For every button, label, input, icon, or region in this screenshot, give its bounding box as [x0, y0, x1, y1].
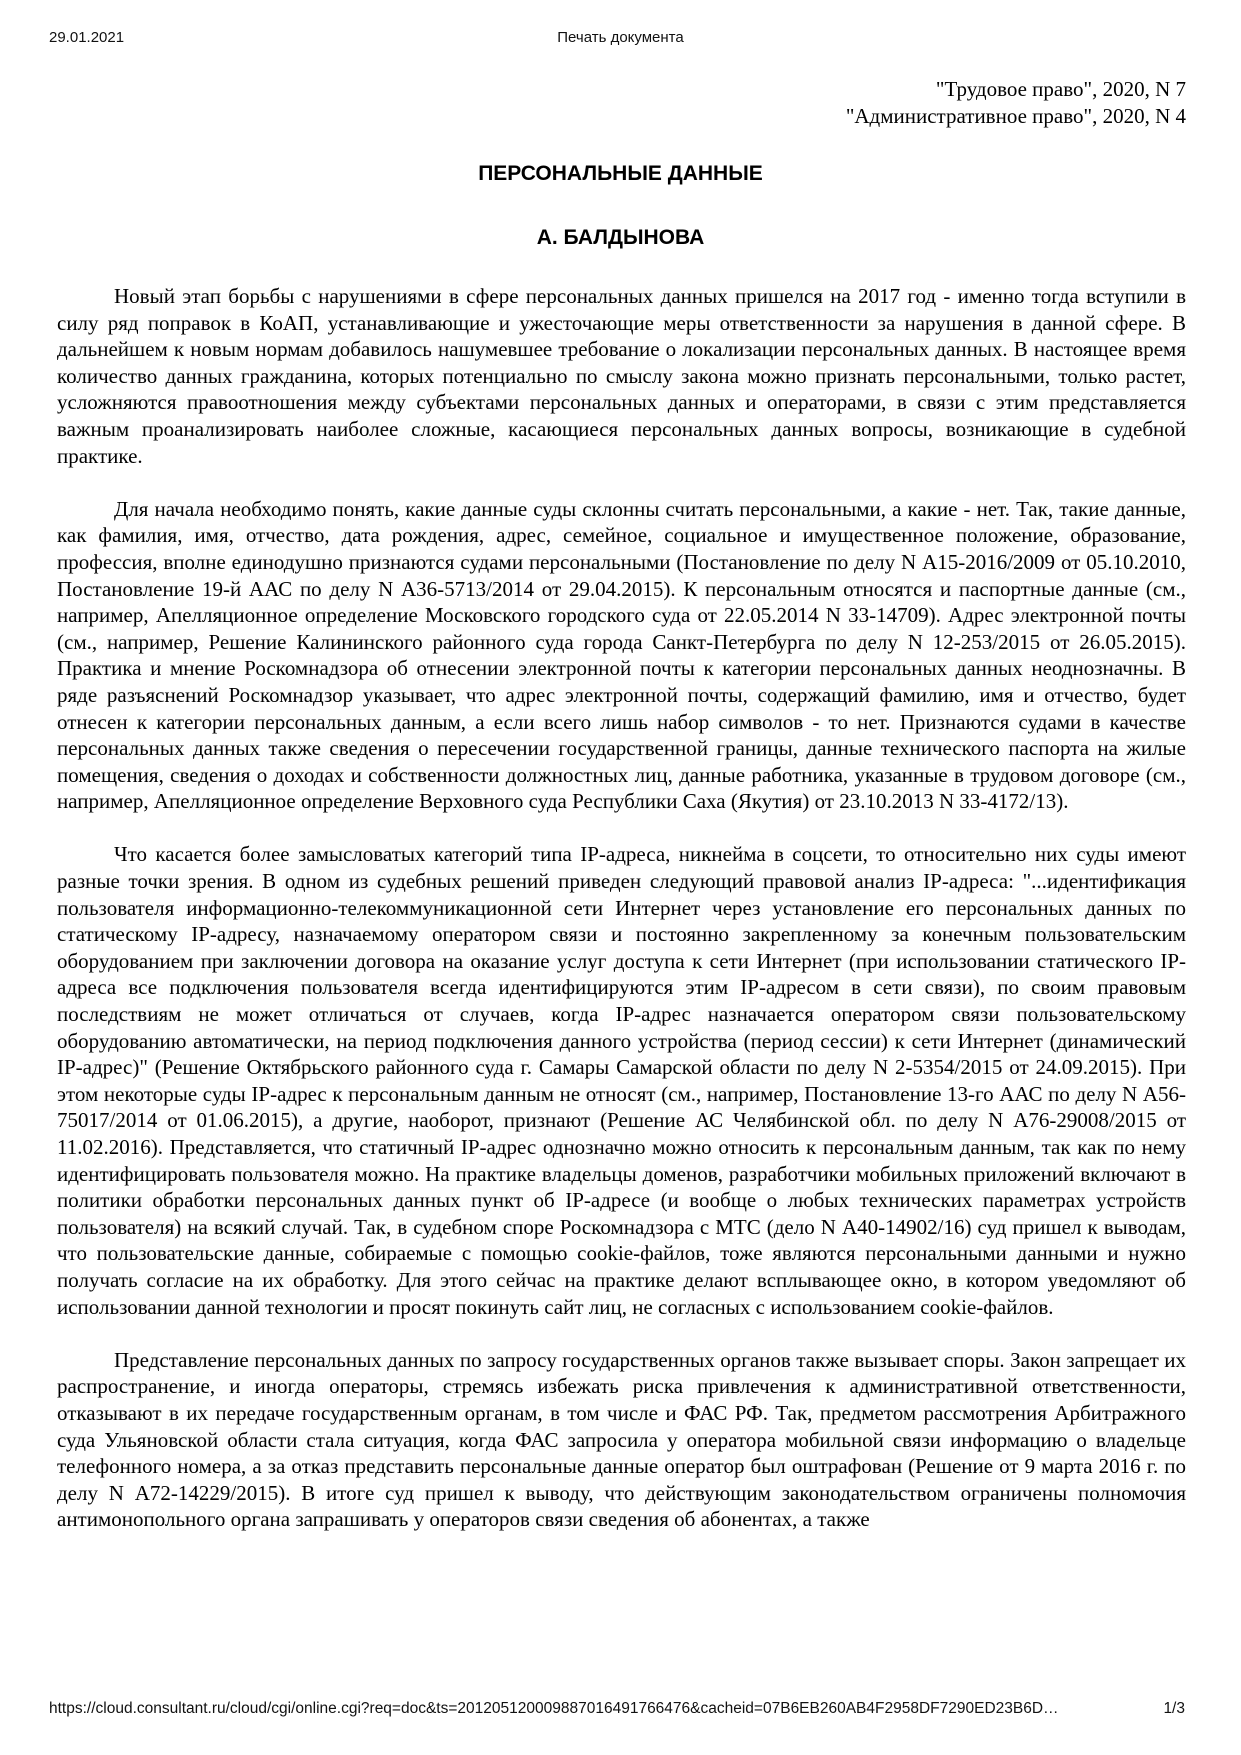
article-author: А. БАЛДЫНОВА	[536, 226, 705, 249]
print-date: 29.01.2021	[49, 29, 125, 46]
source-references	[57, 76, 1186, 130]
source-ref-journal-1: "Трудовое право", 2020, N 7	[935, 77, 1186, 101]
article-paragraph-1: Новый этап борьбы с нарушениями в сфере персональных данных пришелся на 2017 год - именно тогда вступили в силу ряд поправок в КоАП, устанавливающие и ужесточающие меры ответственности за нарушения в данной сфере. В дальнейшем к новым нормам добавилось нашумевшее требование о локализации персональных данных. В настоящее время количество данных гражданина, которых потенциально по смыслу закона можно признать персональными, только растет, усложняются правоотношения между субъектами персональных данных и операторами, в связи с этим представляется важным проанализировать наиболее сложные, касающиеся персональных данных вопросы, возникающие в судебной практике.	[57, 284, 1186, 468]
footer-url: https://cloud.consultant.ru/cloud/cgi/online.cgi?req=doc&ts=201205120009887016491766476&cacheid=07B6EB260AB4F2958DF7290ED23B6D…	[49, 1700, 1059, 1717]
print-footer	[49, 1700, 1185, 1718]
article-paragraph-2: Для начала необходимо понять, какие данные суды склонны считать персональными, а какие - нет. Так, такие данные, как фамилия, имя, отчество, дата рождения, адрес, семейное, социальное и имущественное положение, образование, профессия, вполне единодушно признаются судами персональными (Постановление по делу N А15-2016/2009 от 05.10.2010, Постановление 19-й ААС по делу N А36-5713/2014 от 29.04.2015). К персональным относятся и паспортные данные (см., например, Апелляционное определение Московского городского суда от 22.05.2014 N 33-14709). Адрес электронной почты (см., например, Решение Калининского районного суда города Санкт-Петербурга по делу N 12-253/2015 от 26.05.2015). Практика и мнение Роскомнадзора об отнесении электронной почты к категории персональных данных неоднозначны. В ряде разъяснений Роскомнадзор указывает, что адрес электронной почты, содержащий фамилию, имя и отчество, будет отнесен к категории персональных данным, а если всего лишь набор символов - то нет. Признаются судами в качестве персональных данных также сведения о пересечении государственной границы, данные технического паспорта на жилые помещения, сведения о доходах и собственности должностных лиц, данные работника, указанные в трудовом договоре (см., например, Апелляционное определение Верховного суда Республики Саха (Якутия) от 23.10.2013 N 33-4172/13).	[57, 496, 1186, 814]
article-body	[57, 283, 1186, 1533]
footer-page-indicator: 1/3	[1163, 1700, 1185, 1717]
print-header-title: Печать документа	[557, 29, 684, 46]
article-title: ПЕРСОНАЛЬНЫЕ ДАННЫЕ	[478, 162, 763, 185]
article-paragraph-3: Что касается более замысловатых категорий типа IP-адреса, никнейма в соцсети, то относительно них суды имеют разные точки зрения. В одном из судебных решений приведен следующий правовой анализ IP-адреса: "...идентификация пользователя информационно-телекоммуникационной сети Интернет через установление его персональных данных по статическому IP-адресу, назначаемому оператором связи и постоянно закрепленному за конечным пользовательским оборудованием при заключении договора на оказание услуг доступа к сети Интернет (при использовании статического IP-адреса все подключения пользователя всегда идентифицируются этим IP-адресом в сети связи), по своим правовым последствиям не может отличаться от случаев, когда IP-адрес назначается оператором связи пользовательскому оборудованию автоматически, на период подключения данного устройства (период сессии) к сети Интернет (динамический IP-адрес)" (Решение Октябрьского районного суда г. Самары Самарской области по делу N 2-5354/2015 от 24.09.2015). При этом некоторые суды IP-адрес к персональным данным не относят (см., например, Постановление 13-го ААС по делу N А56-75017/2014 от 01.06.2015), а другие, наоборот, признают (Решение АС Челябинской обл. по делу N А76-29008/2015 от 11.02.2016). Представляется, что статичный IP-адрес однозначно можно относить к персональным данным, так как по нему идентифицировать пользователя можно. На практике владельцы доменов, разработчики мобильных приложений включают в политики обработки персональных данных пункт об IP-адресе (и вообще о любых технических параметрах устройств пользователя) на всякий случай. Так, в судебном споре Роскомнадзора с МТС (дело N А40-14902/16) суд пришел к выводам, что пользовательские данные, собираемые с помощью cookie-файлов, тоже являются персональными данными и нужно получать согласие на их обработку. Для этого сейчас на практике делают всплывающее окно, в котором уведомляют об использовании данной технологии и просят покинуть сайт лиц, не согласных с использованием cookie-файлов.	[57, 842, 1186, 1319]
article-paragraph-4: Представление персональных данных по запросу государственных органов также вызывает споры. Закон запрещает их распространение, и иногда операторы, стремясь избежать риска привлечения к административной ответственности, отказывают в их передаче государственным органам, в том числе и ФАС РФ. Так, предметом рассмотрения Арбитражного суда Ульяновской области стала ситуация, когда ФАС запросила у оператора мобильной связи информацию о владельце телефонного номера, а за отказ представить персональные данные оператор был оштрафован (Решение от 9 марта 2016 г. по делу N А72-14229/2015). В итоге суд пришел к выводу, что действующим законодательством ограничены полномочия антимонопольного органа запрашивать у операторов связи сведения об абонентах, а также	[57, 1347, 1186, 1532]
print-header	[49, 29, 1192, 49]
source-ref-journal-2: "Административное право", 2020, N 4	[845, 104, 1186, 128]
